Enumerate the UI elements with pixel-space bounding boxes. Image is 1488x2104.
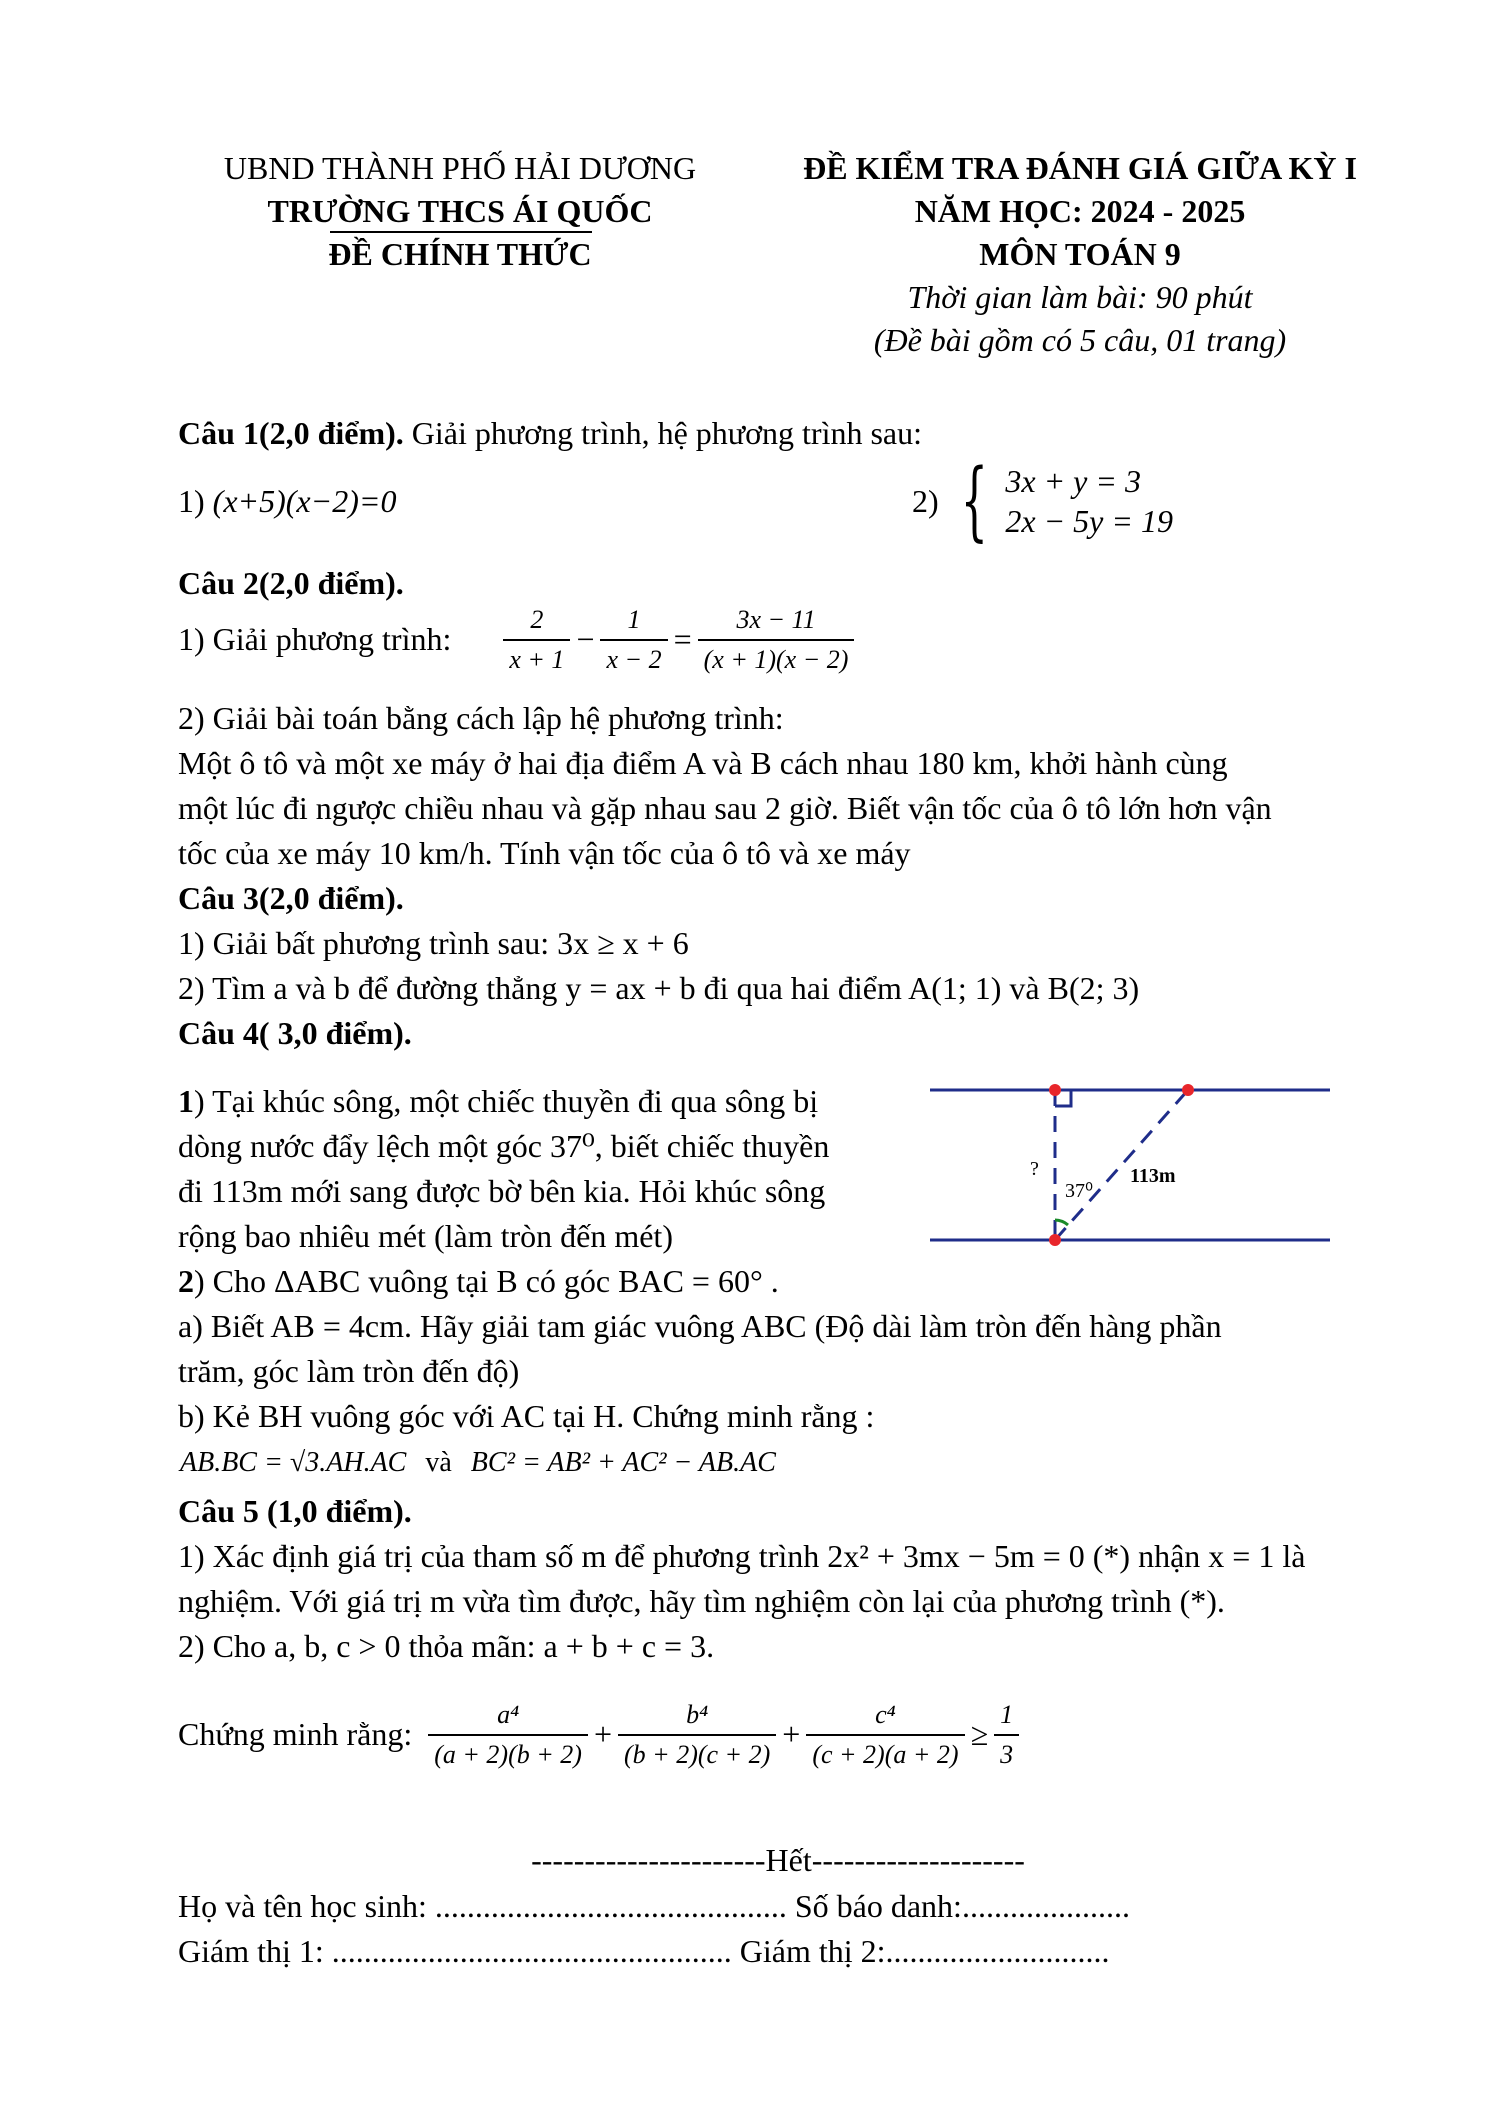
- expression-1: AB.BC = √3.AH.AC: [180, 1447, 407, 1478]
- question-3-title: Câu 3(2,0 điểm).: [178, 880, 404, 916]
- question-5-inequality: [178, 1700, 1023, 1770]
- question-5-part-1-line: 1) Xác định giá trị của tham số m để phương trình 2x² + 3mx − 5m = 0 (*) nhận x = 1 là: [178, 1538, 1306, 1574]
- fraction: $\frac{\text{b⁴}}{(b + 2)(c + 2)}$: [618, 1700, 776, 1770]
- question-4-part-2a-line: a) Biết AB = 4cm. Hãy giải tam giác vuông ABC (Độ dài làm tròn đến hàng phần: [178, 1308, 1222, 1344]
- expression-2: BC² = AB² + AC² − AB.AC: [470, 1447, 776, 1478]
- question-4-part-1-line: rộng bao nhiêu mét (làm tròn đến mét): [178, 1218, 673, 1254]
- problem-line: tốc của xe máy 10 km/h. Tính vận tốc của ô tô và xe máy: [178, 835, 911, 871]
- part-label: 1): [178, 483, 205, 519]
- point-top-left: [1049, 1084, 1061, 1096]
- question-2-title: Câu 2(2,0 điểm).: [178, 565, 404, 601]
- school-year: NĂM HỌC: 2024 - 2025: [914, 193, 1246, 229]
- question-4-part-2b: b) Kẻ BH vuông góc với AC tại H. Chứng minh rằng :: [178, 1398, 875, 1434]
- fraction: $\frac{3x - 11}{(x + 1)(x - 2)}$: [698, 605, 855, 675]
- part-number: 2: [178, 1263, 194, 1299]
- question-5-title: Câu 5 (1,0 điểm).: [178, 1493, 412, 1529]
- point-top-right: [1182, 1084, 1194, 1096]
- question-4-part-2b-expressions: [180, 1447, 776, 1479]
- and-word: và: [425, 1447, 452, 1478]
- minus-sign: −: [576, 621, 595, 658]
- problem-line: Một ô tô và một xe máy ở hai địa điểm A và B cách nhau 180 km, khởi hành cùng: [178, 745, 1228, 781]
- page-count: (Đề bài gồm có 5 câu, 01 trang): [873, 322, 1287, 358]
- question-4-part-1-line: đi 113m mới sang được bờ bên kia. Hỏi khúc sông: [178, 1173, 826, 1209]
- problem-line: một lúc đi ngược chiều nhau và gặp nhau sau 2 giờ. Biết vận tốc của ô tô lớn hơn vận: [178, 790, 1272, 826]
- angle-label: 37⁰: [1065, 1180, 1094, 1202]
- school-name: TRƯỜNG THCS ÁI QUỐC: [267, 193, 653, 229]
- part-label: 1) Giải phương trình:: [178, 621, 452, 658]
- fraction: $\frac{2}{x + 1}$: [503, 605, 570, 675]
- question-2-part-1: [178, 605, 858, 675]
- plus-sign: +: [782, 1716, 801, 1753]
- question-3-part-1: 1) Giải bất phương trình sau: 3x ≥ x + 6: [178, 925, 689, 961]
- question-4-part-2: [178, 1263, 779, 1300]
- proctor-line: Giám thị 1: .................................................. Giám thị 2:............................: [178, 1933, 1110, 1969]
- question-2-part-2: 2) Giải bài toán bằng cách lập hệ phương trình:: [178, 700, 784, 736]
- river-figure: [930, 1075, 1350, 1255]
- point-bottom: [1049, 1234, 1061, 1246]
- authority-name: UBND THÀNH PHỐ HẢI DƯƠNG: [223, 150, 697, 186]
- text: ) Tại khúc sông, một chiếc thuyền đi qua sông bị: [194, 1083, 819, 1119]
- official-label: ĐỀ CHÍNH THỨC: [328, 236, 592, 272]
- part-number: 1: [178, 1083, 194, 1119]
- question-4-part-2a-line: trăm, góc làm tròn đến độ): [178, 1353, 520, 1389]
- fraction: $\frac{1}{3}$: [994, 1700, 1019, 1770]
- school-underline: [330, 231, 592, 233]
- equation: (x+5)(x−2)=0: [212, 483, 397, 519]
- student-info-line: Họ và tên học sinh: ............................................ Số báo danh:.....................: [178, 1888, 1130, 1924]
- distance-label: 113m: [1130, 1165, 1176, 1187]
- subject: MÔN TOÁN 9: [979, 236, 1181, 272]
- angle-arc: [1055, 1220, 1068, 1225]
- question-1-heading: [178, 415, 922, 452]
- prove-label: Chứng minh rằng:: [178, 1716, 413, 1753]
- question-4-part-1-line: dòng nước đẩy lệch một góc 37⁰, biết chiếc thuyền: [178, 1128, 830, 1164]
- unknown-width-label: ?: [1030, 1158, 1039, 1180]
- question-4-title: Câu 4( 3,0 điểm).: [178, 1015, 412, 1051]
- system-equation-2: 2x − 5y = 19: [1005, 503, 1173, 539]
- question-1-intro: Giải phương trình, hệ phương trình sau:: [411, 415, 923, 451]
- fraction: $\frac{1}{x - 2}$: [600, 605, 667, 675]
- duration: Thời gian làm bài: 90 phút: [907, 279, 1253, 315]
- equals-sign: =: [673, 621, 692, 658]
- geq-sign: ≥: [970, 1716, 989, 1753]
- system-equation-1: 3x + y = 3: [1005, 463, 1141, 499]
- question-1-part-1: [178, 483, 396, 520]
- exam-title: ĐỀ KIỂM TRA ĐÁNH GIÁ GIỮA KỲ I: [803, 150, 1357, 186]
- end-marker: ----------------------Hết--------------------: [531, 1842, 1025, 1878]
- question-1-part-2: [912, 451, 1173, 551]
- brace-symbol: {: [960, 451, 988, 551]
- part-label: 2): [912, 482, 939, 519]
- question-4-part-1-line: [178, 1083, 818, 1120]
- text: ) Cho ΔABC vuông tại B có góc BAC = 60° .: [194, 1263, 779, 1299]
- fraction: $\frac{\text{a⁴}}{(a + 2)(b + 2)}$: [428, 1700, 588, 1770]
- question-5-part-1-line: nghiệm. Với giá trị m vừa tìm được, hãy tìm nghiệm còn lại của phương trình (*).: [178, 1583, 1225, 1619]
- equation-system: [912, 451, 1173, 551]
- fraction: $\frac{\text{c⁴}}{(c + 2)(a + 2)}$: [806, 1700, 964, 1770]
- question-1-title: Câu 1(2,0 điểm).: [178, 415, 404, 451]
- plus-sign: +: [593, 1716, 612, 1753]
- question-3-part-2: 2) Tìm a và b để đường thẳng y = ax + b đi qua hai điểm A(1; 1) và B(2; 3): [178, 970, 1140, 1006]
- question-5-part-2: 2) Cho a, b, c > 0 thỏa mãn: a + b + c = 3.: [178, 1628, 715, 1664]
